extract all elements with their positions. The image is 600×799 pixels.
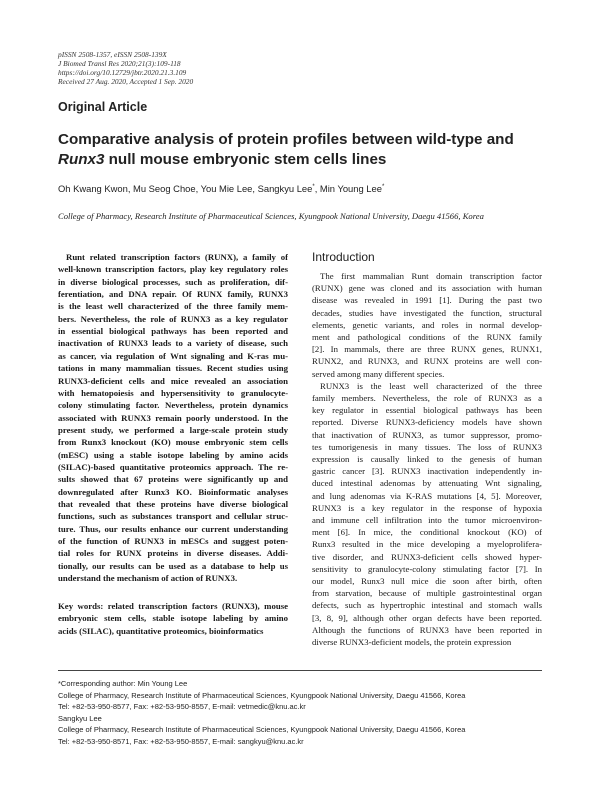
corresponding-mark-2: * [381,183,385,190]
introduction-line: RUNX3 is the least well characterized of the three [320,380,542,391]
keywords-line: embryonic stem cells, stable isotope labeling by amino [58,613,288,624]
abstract-line: tionally, our results can be used as a database to help us [58,560,288,571]
introduction-line: sensitivity to granulocyte-colony stimulating factor [7]. In [312,563,542,574]
abstract-line: well-known transcription factors, play key regulatory roles [58,264,288,275]
title-line2-rest: null mouse embryonic stem cells lines [104,151,387,168]
introduction-line: our model, Runx3 null mice die soon after birth, often [312,576,542,586]
abstract-line: in essential biological pathways has been reported and [58,326,288,337]
introduction-line: elements, genetic variants, and roles in normal develop- [312,319,542,330]
title-gene-name: Runx3 [58,151,105,168]
introduction-line: key regulator in essential biological pathways has been [312,405,542,416]
abstract-line: associated with RUNX3 remain poorly understood. In the [58,412,288,423]
introduction-line: expression is causally linked to the genesis of human [312,454,542,464]
abstract-line: tations in many mammalian tissues. Recent studies using [58,363,288,374]
abstract-line: bers. Nevertheless, the role of RUNX3 as a key regulator [58,313,288,324]
abstract-line: that revealed that these proteins have diverse biological [58,499,288,509]
introduction-line: ment and pathological conditions of the RUNX family [312,332,542,342]
footnote-line: *Corresponding author: Min Young Lee [58,679,188,688]
footnote-line: College of Pharmacy, Research Institute of Pharmaceutical Sciences, Kyungpook National University, Daegu 41566, Korea [58,690,466,700]
article-title-line1: Comparative analysis of protein profiles between wild-type and [58,131,514,148]
introduction-line: duced intestinal adenomas by attenuating Wnt signaling, [312,478,542,489]
introduction-heading: Introduction [312,250,375,264]
introduction-line: disease was revealed in 1991 [1]. During the past two [312,295,542,306]
abstract-line: is the least well characterized of the three family mem- [58,301,288,312]
introduction-line: RUNX2, and RUNX3, and RUNX proteins are well con- [312,356,542,367]
introduction-line: from starvation, because of multiple gastrointestinal organ [312,588,542,599]
introduction-line: tes tumorigenesis in many tissues. The loss of RUNX3 [312,441,542,452]
introduction-line: and lung adenomas via K-RAS mutations [4, 5]. Moreover, [312,490,542,501]
abstract-line: from Runx3 knockout (KO) mouse embryonic stem cells [58,437,288,448]
abstract-line: Runt related transcription factors (RUNX), a family of [66,252,288,262]
keywords-line: acids (SILAC), quantitative proteomics, bioinformatics [58,625,264,636]
footnote-line: Tel: +82-53-950-8577, Fax: +82-53-950-8557, E-mail: vetmedic@knu.ac.kr [58,702,306,711]
abstract-line: (mESC) using a stable isotope labeling by amino acids [58,449,288,460]
introduction-line: gastric cancer [3]. RUNX3 inactivation independently in- [312,466,542,477]
abstract-line: tial roles for RUNX proteins in diverse diseases. Addi- [58,548,288,559]
abstract-line: sults showed that 67 proteins were significantly up and [58,474,288,485]
abstract-line: functions, such as substances transport and cellular struc- [58,511,288,522]
corresponding-mark-1: * [312,183,315,190]
abstract-line: with hematopoiesis and hypersensitivity to granulocyte- [58,387,288,398]
article-title-line2 [58,151,386,168]
journal-doi: https://doi.org/10.12729/jbtr.2020.21.3.109 [58,68,187,77]
abstract-line: downregulated after Runx3 KO. Bioinformatic analyses [58,486,288,497]
abstract-line: inactivation of RUNX3 leads to a variety of disease, such [58,338,288,349]
abstract-line: RUNX3-deficient cells and mice revealed an association [58,375,288,386]
introduction-line: [2]. In mammals, there are three RUNX genes, RUNX1, [312,344,542,355]
introduction-line: and immune cell infiltration into the tumor microenviron- [312,515,542,525]
introduction-line: family members. Nevertheless, the role of RUNX3 as a [312,393,542,403]
footnote-divider [58,670,542,671]
introduction-line: decades, studies have investigated the function, structural [312,307,542,318]
footnote-line: College of Pharmacy, Research Institute of Pharmaceutical Sciences, Kyungpook National University, Daegu 41566, Korea [58,725,466,734]
affiliation: College of Pharmacy, Research Institute of Pharmaceutical Sciences, Kyungpook National University, Daegu 41566, Korea [58,211,484,221]
introduction-line: reported. Diverse RUNX3-deficiency models have shown [312,417,542,428]
abstract-line: ture. Thus, our results enhance our current understanding [58,523,288,534]
introduction-line: [3, 8, 9], although other organ defects have been reported. [312,612,542,623]
journal-issn: pISSN 2508-1357, eISSN 2508-139X [58,50,167,59]
introduction-line: defects, such as hypertrophic intestinal and stomach walls [312,600,542,611]
abstract-line: in diverse biological processes, such as proliferation, dif- [58,276,288,287]
introduction-line: ment [6]. In mice, the conditional knockout (KO) of [312,527,542,538]
abstract-line: understand the mechanism of action of RUNX3. [58,573,238,584]
introduction-line: RUNX3 is a key regulator in the response of hypoxia [312,502,542,513]
keywords-line: Key words: related transcription factors (RUNX3), mouse [58,601,288,611]
section-type: Original Article [58,100,148,114]
footnote-line: Tel: +82-53-950-8571, Fax: +82-53-950-8557, E-mail: sangkyu@knu.ac.kr [58,736,304,746]
introduction-line: served among many different species. [312,368,445,379]
abstract-line: colony stimulating factor. Nevertheless, protein dynamics [58,400,288,411]
abstract-line: as cancer, via regulation of Wnt signaling and K-ras mu- [58,350,288,361]
introduction-line: (RUNX) gene was cloned and its association with human [312,283,542,294]
journal-dates: Received 27 Aug. 2020, Accepted 1 Sep. 2020 [58,77,194,86]
author-names-last: , Min Young Lee [314,183,382,194]
introduction-line: tive disorder, and RUNX3-deficient cells showed hyper- [312,551,542,562]
introduction-line: Although the functions of RUNX3 have been reported in [312,624,542,635]
author-names: Oh Kwang Kwon, Mu Seog Choe, You Mie Lee, Sangkyu Lee [58,183,313,194]
abstract-line: ferentiation, and DNA repair. Of RUNX family, RUNX3 [58,289,288,300]
introduction-line: The first mammalian Runt domain transcription factor [320,271,542,281]
author-list [58,183,384,194]
footnote-line: Sangkyu Lee [58,713,102,723]
introduction-line: Runx3 resulted in the mice developing a myeloprolifera- [312,539,542,550]
introduction-line: that inactivation of RUNX3, as tumor suppressor, promo- [312,429,542,440]
introduction-line: diverse RUNX3-deficient models, the protein expression [312,637,512,647]
abstract-line: present study, we performed a large-scale protein study [58,424,288,435]
abstract-line: of the function of RUNX3 in mESCs and suggest poten- [58,536,288,546]
journal-citation: J Biomed Transl Res 2020;21(3):109-118 [58,59,181,68]
abstract-line: (SILAC)-based quantitative proteomics approach. The re- [58,461,288,472]
